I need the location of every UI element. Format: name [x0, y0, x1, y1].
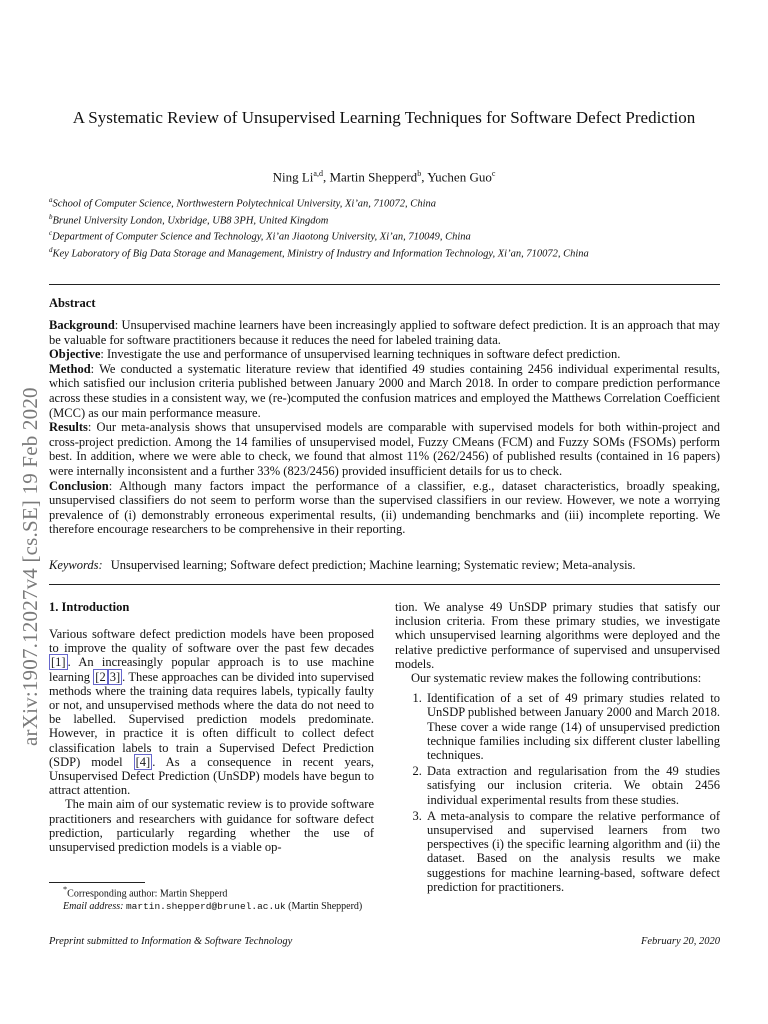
intro-paragraph-3: Our systematic review makes the following contributions:	[411, 671, 702, 686]
author-sup: a,d	[313, 169, 323, 178]
footer-journal: Preprint submitted to Information & Software Technology	[49, 936, 293, 947]
author-sup: c	[491, 169, 496, 178]
abstract-heading: Abstract	[49, 296, 96, 310]
abstract-top-rule	[49, 284, 720, 285]
abstract-objective: Objective: Investigate the use and performance of unsupervised learning techniques in software defect prediction.	[49, 347, 621, 362]
section-heading-introduction: 1. Introduction	[49, 600, 130, 614]
arxiv-stamp: arXiv:1907.12027v4 [cs.SE] 19 Feb 2020	[18, 387, 42, 746]
abstract-bottom-rule	[49, 584, 720, 585]
email-link[interactable]: martin.shepperd@brunel.ac.uk	[125, 900, 286, 912]
affiliation: $^b$Brunel University London, Uxbridge, UB8 3PH, United Kingdom	[49, 212, 329, 226]
citation-link[interactable]: [4]	[135, 754, 151, 769]
keywords-text: Unsupervised learning; Software defect prediction; Machine learning; Systematic review; Meta-analysis.	[110, 558, 636, 572]
contributions-list	[395, 691, 720, 894]
footnote: *Corresponding author: Martin Shepperd Email address: martin.shepperd@brunel.ac.uk (Martin Shepperd)	[63, 885, 363, 912]
left-column	[49, 627, 374, 854]
citation-link[interactable]: [1]	[51, 655, 66, 670]
list-item: 3. A meta-analysis to compare the relative performance of unsupervised and supervised learners from two perspectives (i) the specific learning algorithm and (ii) the dataset. Based on the analysis results we make suggestions for machine learning-based, software defect prediction for practitioners.	[425, 809, 720, 894]
abstract-background: Background: Unsupervised machine learners have been increasingly applied to software defect prediction. It is an approach that may be valuable for software practitioners because it reduces the need for labeled training data.	[49, 318, 720, 347]
citation-link[interactable]: [2	[95, 669, 106, 684]
abstract-body	[49, 318, 720, 537]
paper-title: A Systematic Review of Unsupervised Learning Techniques for Software Defect Prediction	[72, 108, 696, 127]
affiliation: $^c$Department of Computer Science and Technology, Xi’an Jiaotong University, Xi’an, 710049, China	[49, 229, 471, 243]
abstract-conclusion: Conclusion: Although many factors impact the performance of a classifier, e.g., dataset characteristics, broadly speaking, unsupervised classifiers do not seem to perform worse than the supervised classifiers in our review. However, we note a worrying prevalence of (i) demonstrably erroneous experimental results, (ii) undemanding benchmarks and (iii) incomplete reporting. We therefore encourage researchers to be comprehensive in their reporting.	[49, 478, 720, 537]
footer-date: February 20, 2020	[640, 936, 720, 947]
abstract-results: Results: Our meta-analysis shows that unsupervised models are comparable with supervised models for both within-project and cross-project prediction. Among the 14 families of unsupervised model, Fuzzy CMeans (FCM) and Fuzzy SOMs (FSOMs) perform best. In addition, where we were able to check, we found that almost 11% (262/2456) of published results (contained in 16 papers) were internally inconsistent and a further 33% (823/2456) provided insufficient details for us to check.	[49, 420, 720, 478]
author-name: Martin Shepperd	[329, 169, 418, 185]
right-column	[395, 600, 720, 896]
affiliation: $^d$Key Laboratory of Big Data Storage and Management, Ministry of Industry and Information Technology, Xi’an, 710072, China	[49, 245, 589, 259]
intro-paragraph-2-continued: tion. We analyse 49 UnSDP primary studies that satisfy our inclusion criteria. From these primary studies, we investigate which unsupervised learning algorithms were deployed and the relative predictive performance of supervised and unsupervised models.	[395, 600, 720, 671]
author-sup: b	[417, 169, 422, 178]
intro-paragraph-1: Various software defect prediction models have been proposed to improve the quality of software over the past few decades [1] . An increasingly popular approach is to use machine learning [2 3] . These approaches can be divided into supervised methods where the training data requires labels, typically faulty or not, and unsupervised methods where the data do not need to be labelled. Supervised prediction models predominate. However, in practice it is often difficult to collect defect classification labels to train a Supervised Defect Prediction (SDP) model [4] . As a consequence in recent years, Unsupervised Defect Prediction (UnSDP) models have begun to attract attention.	[49, 627, 374, 798]
keywords-label: Keywords:	[49, 558, 103, 572]
author-name: Yuchen Guo	[427, 169, 492, 185]
author-name: Ning Li	[272, 169, 314, 185]
list-item: 2. Data extraction and regularisation from the 49 studies satisfying our inclusion criteria. We obtain 2456 individual experimental results from these studies.	[425, 764, 720, 807]
affiliations	[49, 194, 729, 260]
author-list: Ning Li$^{a,d}$, Martin Shepperd$^b$, Yuchen Guo$^c$	[272, 169, 496, 185]
abstract-method: Method: We conducted a systematic literature review that identified 49 studies containing 2456 individual experimental results, which satisfied our inclusion criteria published between January 2000 and March 2018. In order to compare prediction performance across these studies in a consistent way, we (re-)computed the confusion matrices and employed the Matthews Correlation Coefficient (MCC) as our main performance measure.	[49, 361, 720, 420]
keywords	[49, 558, 720, 573]
intro-paragraph-2: The main aim of our systematic review is to provide software practitioners and researchers with guidance for software defect prediction, particularly regarding whether the use of unsupervised prediction models is a viable op-	[49, 797, 374, 855]
list-item: 1. Identification of a set of 49 primary studies related to UnSDP published between January 2000 and March 2018. These cover a wide range (14) of unsupervised prediction technique families including six different cluster labelling techniques.	[425, 691, 720, 762]
affiliation: $^a$School of Computer Science, Northwestern Polytechnical University, Xi’an, 710072, China	[49, 196, 436, 210]
citation-link[interactable]: 3]	[109, 669, 121, 684]
footnote-rule	[49, 882, 145, 883]
